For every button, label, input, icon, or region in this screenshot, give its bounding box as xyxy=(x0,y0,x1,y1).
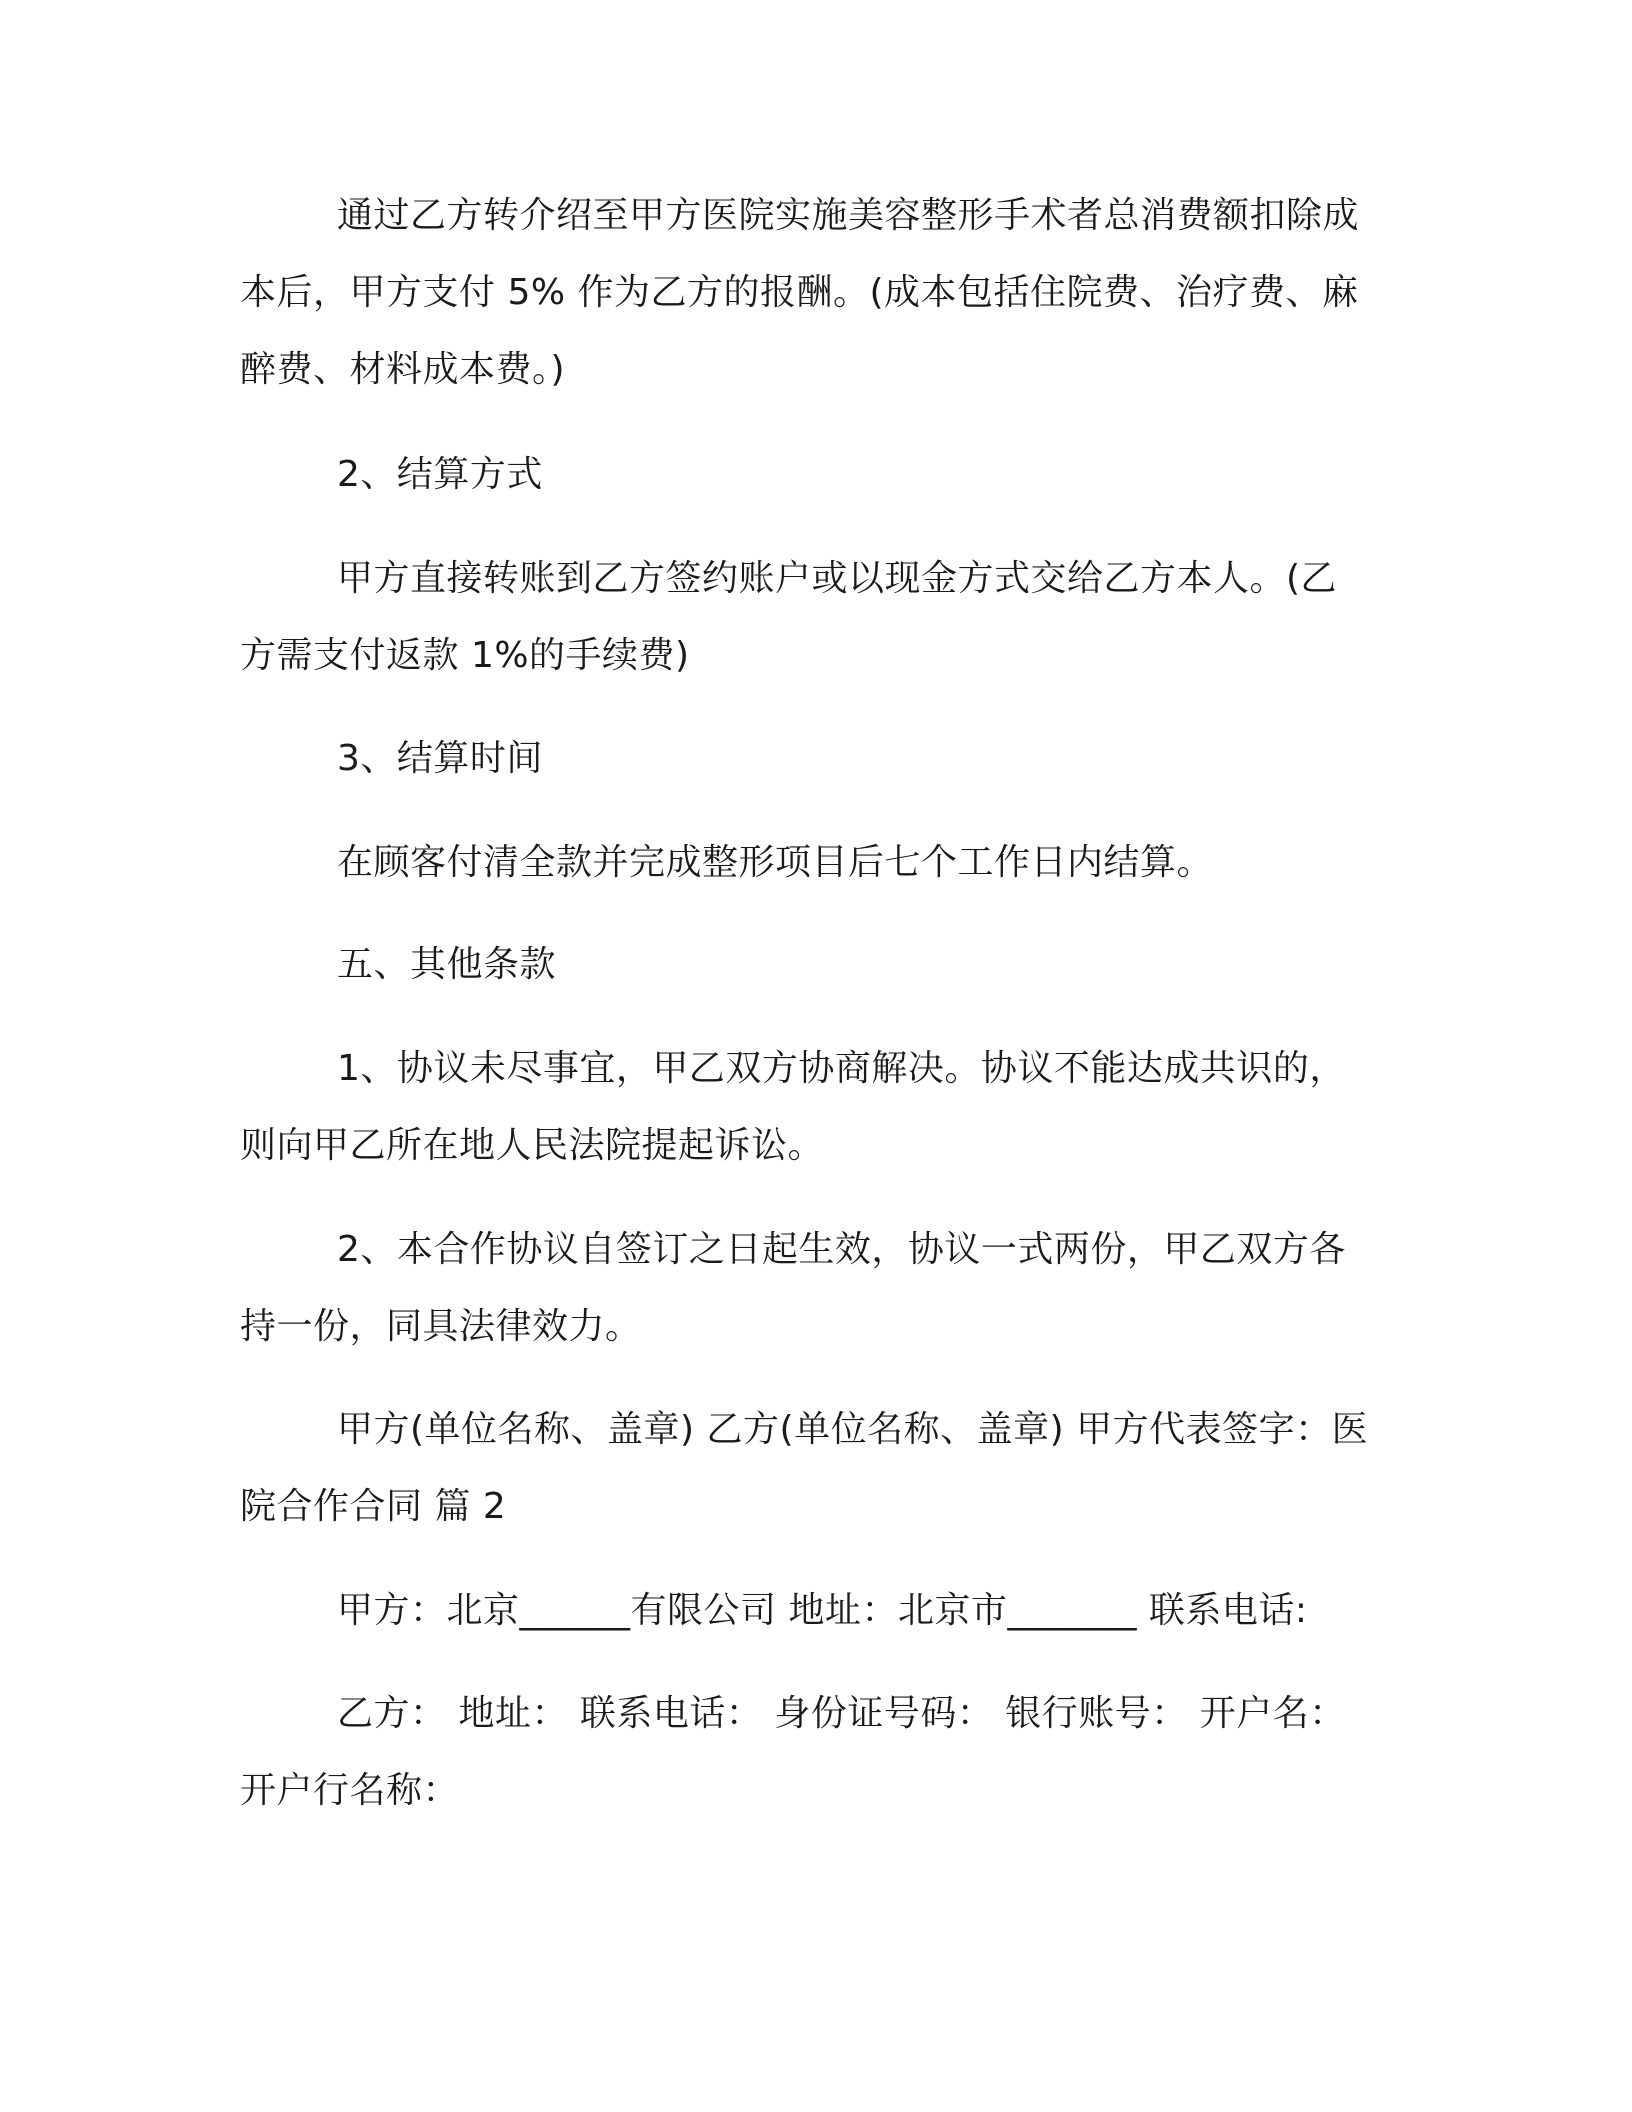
paragraph-party-a xyxy=(240,1572,1390,1649)
paragraph-remuneration xyxy=(240,177,1390,408)
section-heading-settlement-method: 2、结算方式 xyxy=(337,454,543,495)
paragraph-line: 甲方(单位名称、盖章) 乙方(单位名称、盖章) 甲方代表签字：医 xyxy=(337,1409,1369,1450)
paragraph-line: 2、本合作协议自签订之日起生效，协议一式两份，甲乙双方各 xyxy=(337,1229,1346,1270)
paragraph-line: 甲方直接转账到乙方签约账户或以现金方式交给乙方本人。(乙 xyxy=(337,558,1338,599)
paragraph-line: 醉费、材料成本费。) xyxy=(240,349,566,390)
paragraph-line: 方需支付返款 1%的手续费) xyxy=(240,635,690,676)
paragraph-line: 通过乙方转介绍至甲方医院实施美容整形手术者总消费额扣除成 xyxy=(337,195,1360,236)
paragraph-term-2 xyxy=(240,1211,1390,1365)
paragraph-line: 乙方： 地址： 联系电话： 身份证号码： 银行账号： 开户名： xyxy=(337,1693,1346,1734)
paragraph-line: 甲方：北京______有限公司 地址：北京市_______ 联系电话: xyxy=(337,1590,1308,1631)
paragraph-line: 1、协议未尽事宜，甲乙双方协商解决。协议不能达成共识的， xyxy=(337,1048,1346,1089)
paragraph-line: 开户行名称： xyxy=(240,1770,460,1811)
paragraph-line: 院合作合同 篇 2 xyxy=(240,1486,507,1527)
section-heading-settlement-time: 3、结算时间 xyxy=(337,738,543,779)
paragraph-line: 本后，甲方支付 5% 作为乙方的报酬。(成本包括住院费、治疗费、麻 xyxy=(240,272,1359,313)
paragraph-line: 持一份，同具法律效力。 xyxy=(240,1306,642,1347)
paragraph-term-1 xyxy=(240,1030,1390,1184)
paragraph-settlement-time xyxy=(240,824,1390,901)
paragraph-line: 在顾客付清全款并完成整形项目后七个工作日内结算。 xyxy=(337,842,1214,883)
paragraph-signatures xyxy=(240,1391,1390,1545)
paragraph-party-b xyxy=(240,1675,1390,1829)
section-heading-other-terms: 五、其他条款 xyxy=(337,944,557,985)
paragraph-settlement-method xyxy=(240,540,1390,694)
paragraph-line: 则向甲乙所在地人民法院提起诉讼。 xyxy=(240,1125,825,1166)
